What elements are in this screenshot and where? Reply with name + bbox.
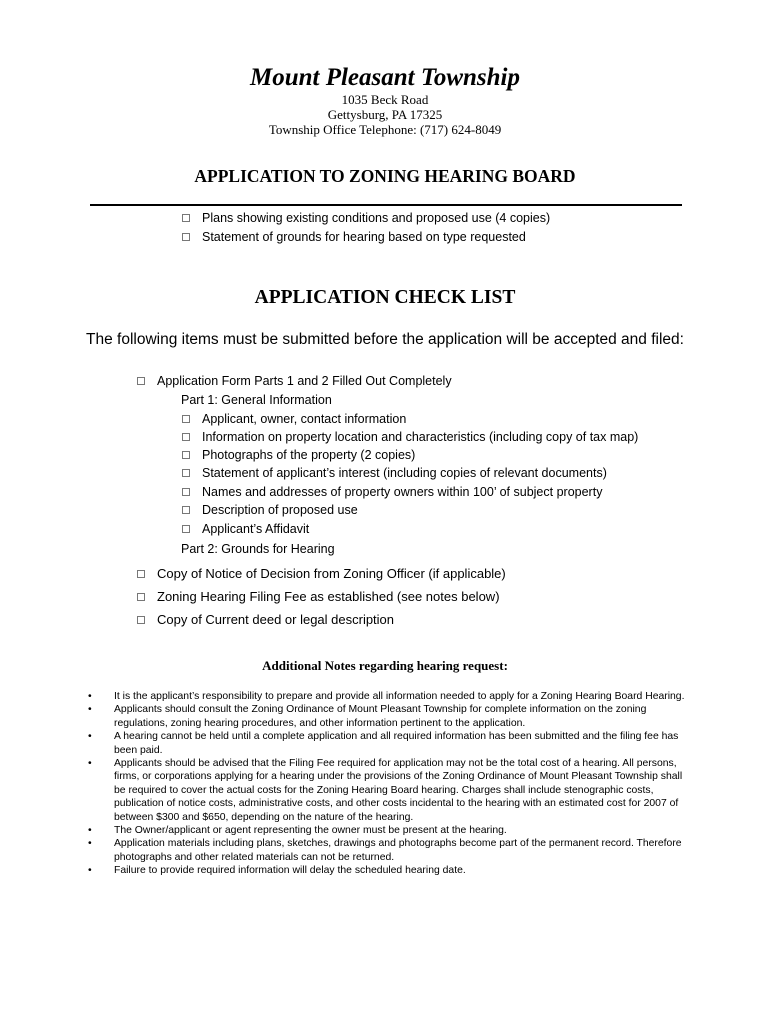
item-label: Applicant’s Affidavit: [202, 522, 310, 536]
checkbox[interactable]: [182, 415, 190, 423]
form-title: APPLICATION TO ZONING HEARING BOARD: [194, 166, 576, 186]
note-item: [88, 837, 688, 864]
part1-label: Part 1: General Information: [181, 393, 332, 407]
part1-item: [182, 412, 406, 426]
note-text: Failure to provide required information will delay the scheduled hearing date.: [114, 865, 466, 877]
bullet: •: [88, 691, 92, 702]
title-divider: [90, 204, 682, 206]
note-text: The Owner/applicant or agent representing the owner must be present at the hearing.: [114, 825, 507, 837]
checkbox[interactable]: [182, 506, 190, 514]
top-checklist-item: [182, 211, 550, 225]
note-item: [88, 864, 688, 877]
item-label: Application Form Parts 1 and 2 Filled Out Completely: [157, 374, 452, 388]
item-label: Applicant, owner, contact information: [202, 412, 407, 426]
note-text: Applicants should be advised that the Filing Fee required for application may not be the total cost of a hearing. All persons, firms, or corporations applying for a hearing under the provisions of the Zoning Ordinance of Mount Pleasant Township shall be required to cover the actual costs for the Zoning Hearing Board hearing. Charges shall include stenographic costs, publication of notice costs, administrative costs, and other costs incidental to the hearing with an estimated cost for 2007 of between $300 and $650, depending on the nature of the hearing.: [114, 758, 683, 823]
checkbox[interactable]: [182, 233, 190, 241]
checkbox[interactable]: [137, 593, 145, 601]
item-label: Statement of grounds for hearing based on type requested: [202, 230, 526, 244]
checkbox[interactable]: [182, 451, 190, 459]
item-label: Information on property location and characteristics (including copy of tax map): [202, 430, 639, 444]
checkbox[interactable]: [137, 570, 145, 578]
part2-label: Part 2: Grounds for Hearing: [181, 542, 335, 556]
checkbox[interactable]: [182, 214, 190, 222]
note-text: Applicants should consult the Zoning Ordinance of Mount Pleasant Township for complete information on the zoning regulations, zoning hearing procedures, and other information pertinent to the application.: [114, 704, 647, 729]
checklist-intro: The following items must be submitted before the application will be accepted and filed:: [86, 331, 684, 348]
item-label: Copy of Notice of Decision from Zoning Officer (if applicable): [157, 566, 506, 581]
checklist-item-filing-fee: [137, 589, 500, 604]
part1-item: [182, 466, 607, 480]
note-item: [88, 690, 688, 703]
checkbox[interactable]: [182, 525, 190, 533]
item-label: Zoning Hearing Filing Fee as established (see notes below): [157, 589, 500, 604]
township-name: Mount Pleasant Township: [249, 64, 520, 91]
bullet: •: [88, 731, 92, 743]
checklist-item-notice-of-decision: [137, 566, 506, 581]
bullet: •: [88, 758, 92, 770]
address-line-1: 1035 Beck Road: [341, 92, 429, 107]
note-text: A hearing cannot be held until a complete application and all required information has been submitted and the filing fee has been paid.: [114, 731, 679, 756]
note-text: Application materials including plans, sketches, drawings and photographs become part of the permanent record. Therefore photographs and other related materials can not be returned.: [114, 838, 682, 863]
notes-list: [88, 690, 688, 878]
top-checklist-item: [182, 230, 526, 244]
item-label: Names and addresses of property owners within 100’ of subject property: [202, 485, 603, 499]
item-label: Photographs of the property (2 copies): [202, 448, 416, 462]
part1-item: [182, 430, 638, 444]
checklist-title: APPLICATION CHECK LIST: [254, 287, 516, 308]
item-label: Plans showing existing conditions and proposed use (4 copies): [202, 211, 551, 225]
bullet: •: [88, 825, 92, 837]
checkbox[interactable]: [182, 469, 190, 477]
part1-item: [182, 503, 358, 517]
part1-item: [182, 448, 415, 462]
checkbox[interactable]: [137, 377, 145, 385]
checkbox[interactable]: [182, 488, 190, 496]
note-item: [88, 757, 688, 824]
bullet: •: [88, 865, 92, 877]
note-item: [88, 703, 688, 730]
notes-heading: Additional Notes regarding hearing request:: [262, 658, 508, 673]
note-item: [88, 730, 688, 757]
note-text: It is the applicant’s responsibility to prepare and provide all information needed to apply for a Zoning Hearing Board Hearing.: [114, 691, 685, 702]
bullet: •: [88, 704, 92, 716]
item-label: Copy of Current deed or legal description: [157, 612, 395, 627]
part1-item: [182, 522, 309, 536]
checklist-item-application-form: [137, 374, 452, 388]
office-telephone: Township Office Telephone: (717) 624-8049: [268, 122, 502, 137]
part1-item: [182, 485, 602, 499]
address-line-2: Gettysburg, PA 17325: [327, 107, 443, 122]
checkbox[interactable]: [137, 616, 145, 624]
item-label: Statement of applicant’s interest (including copies of relevant documents): [202, 466, 607, 480]
checklist-item-deed: [137, 612, 394, 627]
item-label: Description of proposed use: [202, 503, 358, 517]
bullet: •: [88, 838, 92, 850]
note-item: [88, 824, 688, 837]
checkbox[interactable]: [182, 433, 190, 441]
